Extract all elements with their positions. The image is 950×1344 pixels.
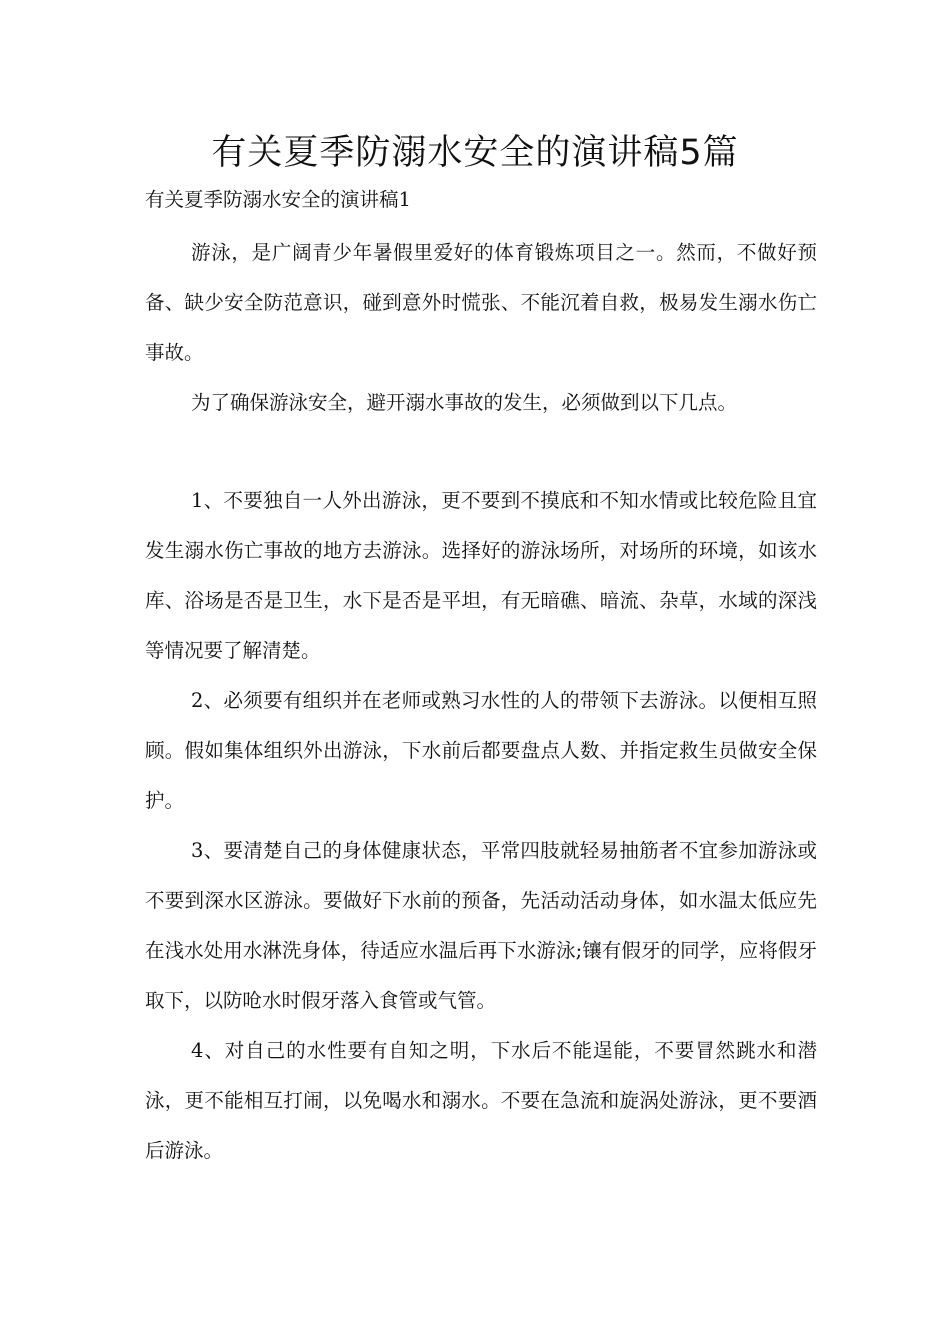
- rule-paragraph: 3、要清楚自己的身体健康状态，平常四肢就轻易抽筋者不宜参加游泳或不要到深水区游泳。要做好下水前的预备，先活动活动身体，如水温太低应先在浅水处用水淋洗身体，待适应水温后再下水游泳;镶有假牙的同学，应将假牙取下，以防呛水时假牙落入食管或气管。: [145, 839, 817, 1012]
- rule-paragraph: 1、不要独自一人外出游泳，更不要到不摸底和不知水情或比较危险且宜发生溺水伤亡事故的地方去游泳。选择好的游泳场所，对场所的环境，如该水库、浴场是否是卫生，水下是否是平坦，有无暗礁、暗流、杂草，水域的深浅等情况要了解清楚。: [145, 489, 817, 662]
- intro-paragraph: 游泳，是广阔青少年暑假里爱好的体育锻炼项目之一。然而，不做好预备、缺少安全防范意识，碰到意外时慌张、不能沉着自救，极易发生溺水伤亡事故。: [145, 241, 817, 364]
- document-body: [145, 228, 817, 1176]
- section-heading: 有关夏季防溺水安全的演讲稿1: [145, 188, 411, 211]
- rule-paragraph: 2、必须要有组织并在老师或熟习水性的人的带领下去游泳。以便相互照顾。假如集体组织外出游泳，下水前后都要盘点人数、并指定救生员做安全保护。: [145, 689, 817, 812]
- intro-paragraph: 为了确保游泳安全，避开溺水事故的发生，必须做到以下几点。: [191, 391, 738, 414]
- paragraph-gap: [145, 428, 817, 476]
- rule-paragraph: 4、对自己的水性要有自知之明，下水后不能逞能，不要冒然跳水和潜泳，更不能相互打闹，以免喝水和溺水。不要在急流和旋涡处游泳，更不要酒后游泳。: [145, 1039, 817, 1162]
- document-title: 有关夏季防溺水安全的演讲稿5篇: [211, 133, 739, 173]
